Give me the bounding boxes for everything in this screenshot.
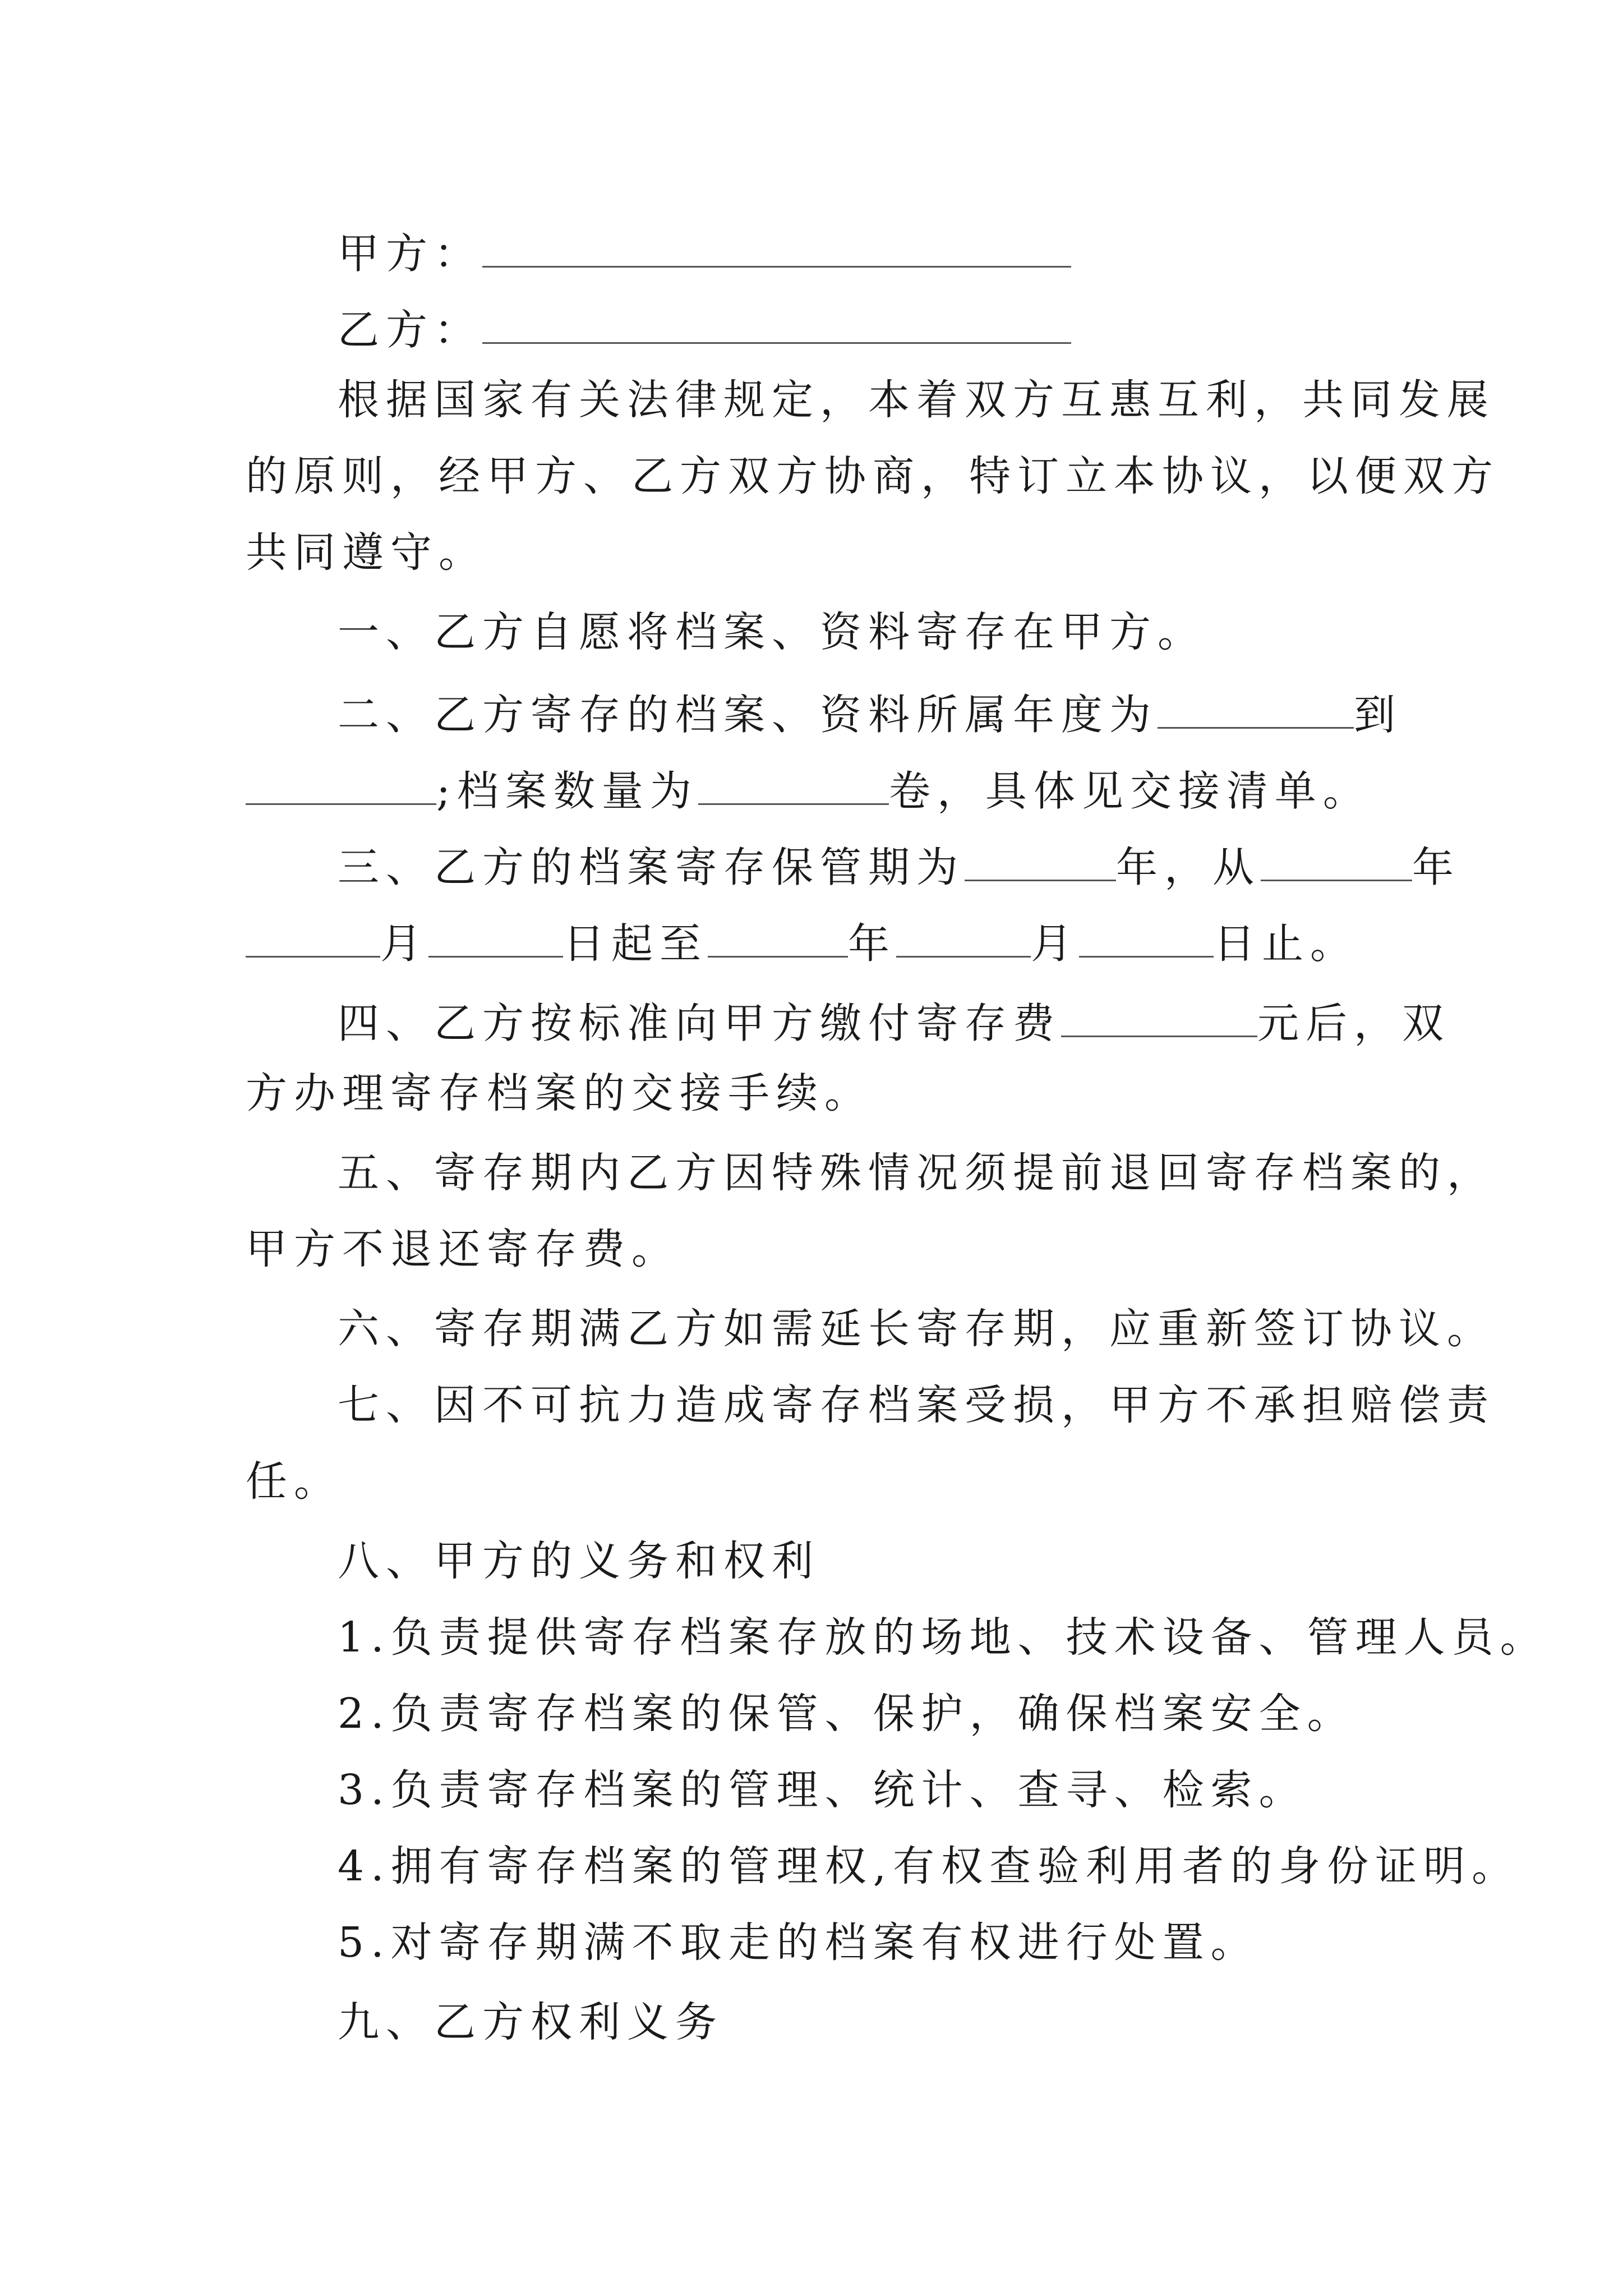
clause-3-end-month-blank — [896, 917, 1031, 958]
party-b-blank — [482, 303, 1071, 344]
party-b-label: 乙方： — [338, 306, 482, 355]
clause-8-heading: 八、甲方的义务和权利 — [338, 1537, 820, 1585]
clause-3-start-year-blank — [1261, 840, 1412, 881]
intro-line-2: 的原则，经甲方、乙方双方协商，特订立本协议，以便双方 — [246, 452, 1500, 500]
clause-3-month: 月 — [380, 919, 428, 968]
clause-3-prefix: 三、乙方的档案寄存保管期为 — [338, 843, 965, 892]
party-a-line — [338, 227, 1071, 278]
clause-4-prefix: 四、乙方按标准向甲方缴付寄存费 — [338, 999, 1061, 1048]
party-a-blank — [482, 227, 1071, 268]
clause-3-line-1 — [338, 840, 1460, 892]
clause-8-item-4: 4.拥有寄存档案的管理权,有权查验利用者的身份证明。 — [338, 1842, 1520, 1890]
party-a-label: 甲方： — [338, 229, 482, 278]
clause-8-item-2: 2.负责寄存档案的保管、保护，确保档案安全。 — [338, 1690, 1355, 1738]
clause-6: 六、寄存期满乙方如需延长寄存期，应重新签订协议。 — [338, 1305, 1495, 1353]
clause-2-year-to-blank — [246, 764, 436, 805]
clause-4-line-2: 方办理寄存档案的交接手续。 — [246, 1069, 873, 1117]
clause-2-line-1 — [338, 688, 1402, 739]
intro-line-1: 根据国家有关法律规定，本着双方互惠互利，共同发展 — [338, 376, 1495, 424]
clause-5-line-2: 甲方不退还寄存费。 — [246, 1225, 680, 1273]
clause-3-start-day-blank — [428, 917, 563, 958]
clause-3-year: 年 — [1116, 843, 1164, 892]
intro-line-3: 共同遵守。 — [246, 528, 487, 577]
clause-3-end-day-blank — [1079, 917, 1214, 958]
party-b-line — [338, 303, 1071, 355]
clause-2-year-from-blank — [1158, 688, 1354, 729]
clause-8-item-3: 3.负责寄存档案的管理、统计、查寻、检索。 — [338, 1766, 1307, 1814]
clause-5-line-1: 五、寄存期内乙方因特殊情况须提前退回寄存档案的， — [338, 1149, 1495, 1197]
clause-3-month2: 月 — [1031, 919, 1079, 968]
clause-7-line-1: 七、因不可抗力造成寄存档案受损，甲方不承担赔偿责 — [338, 1381, 1495, 1429]
clause-3-year3: 年 — [848, 919, 896, 968]
clause-3-from: ，从 — [1164, 843, 1261, 892]
clause-3-line-2 — [246, 917, 1358, 968]
clause-2-to: 到 — [1354, 691, 1402, 739]
clause-3-end-year-blank — [708, 917, 848, 958]
clause-2-suffix: 卷，具体见交接清单。 — [888, 767, 1371, 816]
clause-2-prefix: 二、乙方寄存的档案、资料所属年度为 — [338, 691, 1158, 739]
clause-1: 一、乙方自愿将档案、资料寄存在甲方。 — [338, 608, 1206, 656]
clause-8-item-5: 5.对寄存期满不取走的档案有权进行处置。 — [338, 1918, 1259, 1967]
clause-3-day-end: 日止。 — [1214, 919, 1358, 968]
clause-7-line-2: 任。 — [246, 1457, 342, 1506]
clause-4-line-1 — [338, 996, 1450, 1048]
clause-3-day-start: 日起至 — [563, 919, 708, 968]
clause-4-suffix: 元后，双 — [1257, 999, 1450, 1048]
clause-9-heading: 九、乙方权利义务 — [338, 1998, 723, 2046]
clause-4-fee-blank — [1061, 996, 1257, 1037]
clause-2-count-blank — [698, 764, 889, 805]
clause-3-start-month-blank — [246, 917, 380, 958]
clause-2-line-2 — [246, 764, 1371, 816]
clause-8-item-1: 1.负责提供寄存档案存放的场地、技术设备、管理人员。 — [338, 1613, 1548, 1662]
clause-3-years-blank — [965, 840, 1116, 881]
clause-2-sep: ;档案数量为 — [436, 767, 698, 816]
clause-3-year2: 年 — [1412, 843, 1460, 892]
